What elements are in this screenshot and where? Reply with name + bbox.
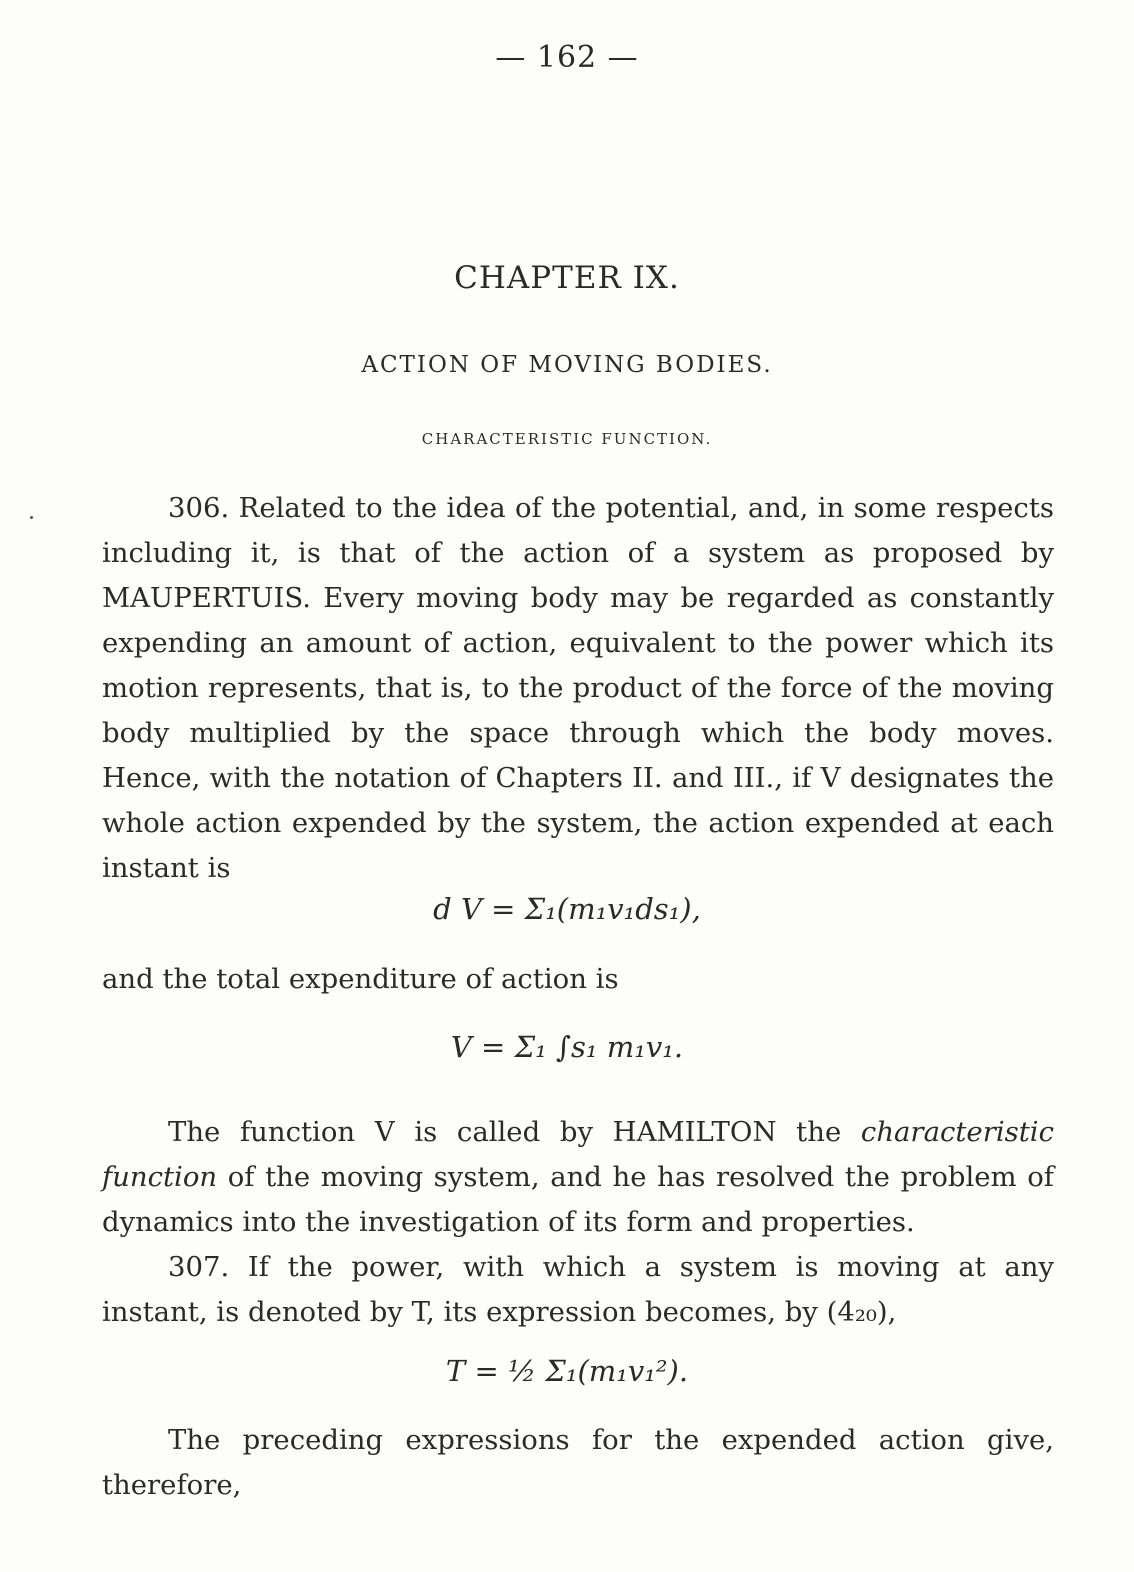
section-title: ACTION OF MOVING BODIES.	[361, 352, 773, 378]
paragraph-preceding-expressions: The preceding expressions for the expended action give, therefore,	[102, 1424, 1054, 1501]
paragraph-307: 307. If the power, with which a system is moving at any instant, is denoted by T, its expression becomes, by (4₂₀),	[102, 1251, 1054, 1328]
paragraph-hamilton-end: of the moving system, and he has resolved the problem of dynamics into the investigation of its form and properties.	[102, 1161, 1054, 1238]
paragraph-total-expenditure: and the total expenditure of action is	[102, 963, 619, 995]
equation-dv: d V = Σ₁(m₁v₁ds₁),	[433, 892, 701, 926]
paragraph-hamilton	[102, 1110, 1054, 1245]
paragraph-hamilton-start: The function V is called by HAMILTON the	[168, 1116, 842, 1148]
subsection-title: CHARACTERISTIC FUNCTION.	[421, 430, 713, 448]
paragraph-306	[102, 486, 1054, 891]
page-number: — 162 —	[495, 40, 639, 75]
paragraph-306-text: 306. Related to the idea of the potential, and, in some respects including it, is that of the action of a system as proposed by MAUPERTUIS. Every moving body may be regarded as constantly expending an amount of action, equivalent to the power which its motion represents, that is, to the product of the force of the moving body multiplied by the space through which the body moves. Hence, with the notation of Chapters II. and III., if V designates the whole action expended by the system, the action expended at each instant is	[102, 492, 1054, 884]
equation-v-integral: V = Σ₁ ∫s₁ m₁v₁.	[450, 1030, 684, 1064]
margin-mark	[30, 516, 33, 519]
equation-t-power: T = ½ Σ₁(m₁v₁²).	[445, 1354, 689, 1388]
characteristic-function-term: characteristic function	[102, 1116, 1054, 1193]
chapter-title: CHAPTER IX.	[454, 260, 680, 296]
